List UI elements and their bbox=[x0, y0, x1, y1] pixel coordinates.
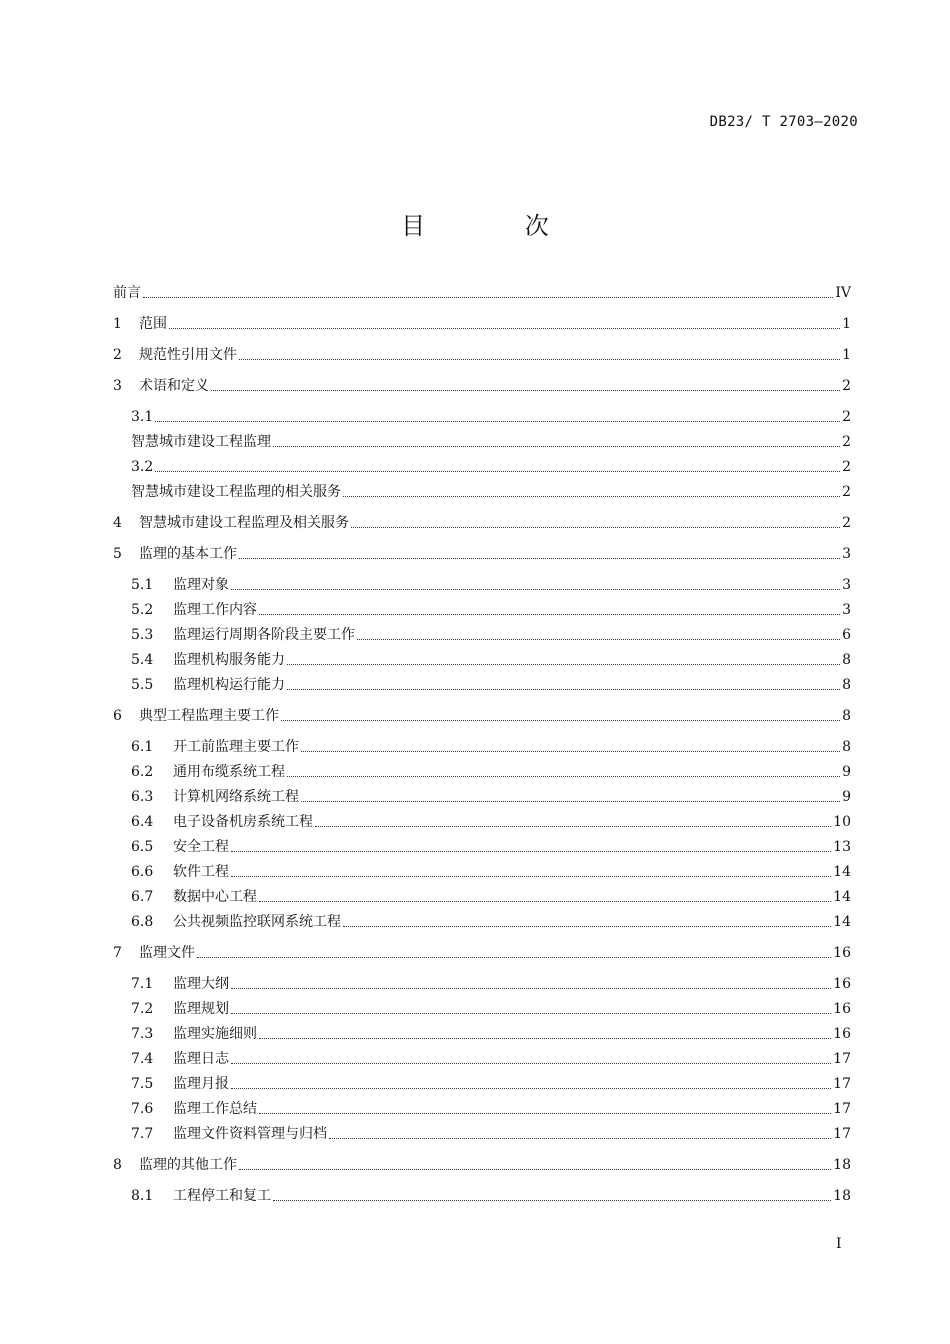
toc-entry-page: 3 bbox=[842, 602, 851, 618]
toc-entry-label: 电子设备机房系统工程 bbox=[173, 814, 313, 830]
toc-entry-page: 17 bbox=[833, 1126, 851, 1142]
toc-entry-number: 5.2 bbox=[131, 602, 154, 618]
dot-leader bbox=[239, 1168, 831, 1170]
toc-entry-number: 3 bbox=[113, 378, 122, 394]
toc-entry-label: 监理月报 bbox=[173, 1076, 229, 1092]
dot-leader bbox=[239, 358, 840, 360]
toc-entry-number: 5.1 bbox=[131, 577, 154, 593]
toc-entry-page: 3 bbox=[842, 577, 851, 593]
toc-entry-page: 17 bbox=[833, 1101, 851, 1117]
toc-entry-number: 1 bbox=[113, 316, 122, 332]
toc-entry-label: 规范性引用文件 bbox=[139, 347, 237, 363]
toc-entry[interactable] bbox=[131, 974, 851, 994]
toc-entry-page: 14 bbox=[833, 889, 851, 905]
toc-entry[interactable] bbox=[113, 376, 851, 396]
toc-entry[interactable] bbox=[131, 787, 851, 807]
dot-leader bbox=[273, 1199, 831, 1201]
dot-leader bbox=[351, 526, 840, 528]
toc-entry-label: 智慧城市建设工程监理 bbox=[131, 434, 271, 450]
toc-entry[interactable] bbox=[113, 345, 851, 365]
toc-entry[interactable] bbox=[131, 1024, 851, 1044]
dot-leader bbox=[231, 987, 831, 989]
toc-entry[interactable] bbox=[113, 706, 851, 726]
toc-entry-label: 监理机构运行能力 bbox=[173, 677, 285, 693]
toc-entry-label: 术语和定义 bbox=[139, 378, 209, 394]
toc-entry-page: 16 bbox=[833, 976, 851, 992]
toc-entry[interactable] bbox=[131, 407, 851, 427]
toc-entry[interactable] bbox=[131, 432, 851, 452]
toc-entry-label: 智慧城市建设工程监理的相关服务 bbox=[131, 484, 341, 500]
toc-entry-page: 14 bbox=[833, 914, 851, 930]
toc-entry-page: 2 bbox=[842, 434, 851, 450]
toc-entry-label: 监理文件 bbox=[139, 945, 195, 961]
dot-leader bbox=[231, 875, 831, 877]
dot-leader bbox=[231, 850, 831, 852]
toc-entry[interactable] bbox=[131, 1124, 851, 1144]
toc-entry-label: 监理规划 bbox=[173, 1001, 229, 1017]
page-number: I bbox=[836, 1236, 842, 1252]
toc-entry-page: 2 bbox=[842, 515, 851, 531]
toc-entry-label: 监理工作内容 bbox=[173, 602, 257, 618]
toc-entry-number: 5.3 bbox=[131, 627, 154, 643]
toc-entry-page: 2 bbox=[842, 409, 851, 425]
toc-entry-page: 1 bbox=[842, 316, 851, 332]
dot-leader bbox=[315, 825, 831, 827]
toc-entry-label: 计算机网络系统工程 bbox=[173, 789, 299, 805]
dot-leader bbox=[301, 750, 840, 752]
toc-entry-number: 6 bbox=[113, 708, 122, 724]
toc-entry-page: 16 bbox=[833, 945, 851, 961]
toc-entry-page: 10 bbox=[833, 814, 851, 830]
toc-entry-number: 7.6 bbox=[131, 1101, 154, 1117]
toc-entry-label: 开工前监理主要工作 bbox=[173, 739, 299, 755]
toc-entry-label: 软件工程 bbox=[173, 864, 229, 880]
toc-entry-label: 前言 bbox=[113, 285, 141, 301]
toc-entry[interactable] bbox=[131, 887, 851, 907]
toc-entry-page: 2 bbox=[842, 484, 851, 500]
toc-entry-number: 7 bbox=[113, 945, 122, 961]
toc-entry-number: 8 bbox=[113, 1157, 122, 1173]
toc-entry-page: 14 bbox=[833, 864, 851, 880]
dot-leader bbox=[357, 638, 840, 640]
toc-entry-label: 监理大纲 bbox=[173, 976, 229, 992]
dot-leader bbox=[259, 1037, 831, 1039]
dot-leader bbox=[343, 495, 840, 497]
toc-entry[interactable] bbox=[131, 625, 851, 645]
toc-entry-number: 7.2 bbox=[131, 1001, 154, 1017]
toc-entry-number: 7.4 bbox=[131, 1051, 154, 1067]
toc-entry-label: 监理日志 bbox=[173, 1051, 229, 1067]
toc-entry[interactable] bbox=[131, 862, 851, 882]
toc-entry[interactable] bbox=[131, 1049, 851, 1069]
toc-entry[interactable] bbox=[113, 943, 851, 963]
toc-entry-label: 监理工作总结 bbox=[173, 1101, 257, 1117]
toc-entry-number: 6.1 bbox=[131, 739, 154, 755]
toc-entry[interactable] bbox=[131, 575, 851, 595]
toc-entry-page: 2 bbox=[842, 378, 851, 394]
dot-leader bbox=[329, 1137, 831, 1139]
toc-entry-label: 监理运行周期各阶段主要工作 bbox=[173, 627, 355, 643]
toc-entry[interactable] bbox=[131, 650, 851, 670]
toc-entry-label: 公共视频监控联网系统工程 bbox=[173, 914, 341, 930]
toc-entry-label: 监理的基本工作 bbox=[139, 546, 237, 562]
toc-entry-number: 6.3 bbox=[131, 789, 154, 805]
toc-entry-page: 17 bbox=[833, 1076, 851, 1092]
toc-entry[interactable] bbox=[131, 1074, 851, 1094]
toc-entry-number: 6.8 bbox=[131, 914, 154, 930]
dot-leader bbox=[343, 925, 831, 927]
toc-entry-page: 8 bbox=[842, 677, 851, 693]
toc-entry[interactable] bbox=[131, 837, 851, 857]
toc-entry-page: 6 bbox=[842, 627, 851, 643]
toc-entry-number: 4 bbox=[113, 515, 122, 531]
toc-entry-label: 典型工程监理主要工作 bbox=[139, 708, 279, 724]
toc-entry-label: 监理对象 bbox=[173, 577, 229, 593]
toc-entry-page: 1 bbox=[842, 347, 851, 363]
toc-entry[interactable] bbox=[131, 912, 851, 932]
toc-entry[interactable] bbox=[131, 1099, 851, 1119]
dot-leader bbox=[287, 663, 840, 665]
dot-leader bbox=[301, 800, 840, 802]
toc-entry-label: 监理文件资料管理与归档 bbox=[173, 1126, 327, 1142]
toc-entry-page: 16 bbox=[833, 1001, 851, 1017]
dot-leader bbox=[231, 588, 840, 590]
dot-leader bbox=[155, 420, 840, 422]
toc-entry-number: 6.7 bbox=[131, 889, 154, 905]
toc-entry-label: 监理实施细则 bbox=[173, 1026, 257, 1042]
document-code: DB23/ T 2703—2020 bbox=[709, 114, 858, 130]
toc-entry-label: 数据中心工程 bbox=[173, 889, 257, 905]
toc-entry-label: 通用布缆系统工程 bbox=[173, 764, 285, 780]
dot-leader bbox=[211, 389, 840, 391]
toc-entry-number: 2 bbox=[113, 347, 122, 363]
dot-leader bbox=[231, 1012, 831, 1014]
toc-entry-page: 13 bbox=[833, 839, 851, 855]
toc-entry-page: 16 bbox=[833, 1026, 851, 1042]
dot-leader bbox=[273, 445, 840, 447]
dot-leader bbox=[259, 900, 831, 902]
toc-entry-label: 安全工程 bbox=[173, 839, 229, 855]
dot-leader bbox=[231, 1087, 831, 1089]
dot-leader bbox=[169, 327, 840, 329]
toc-entry[interactable] bbox=[113, 283, 851, 303]
toc-entry-number: 5 bbox=[113, 546, 122, 562]
dot-leader bbox=[143, 296, 833, 298]
toc-entry-number: 8.1 bbox=[131, 1188, 154, 1204]
dot-leader bbox=[259, 1112, 831, 1114]
page-title: 目 次 bbox=[401, 212, 595, 240]
toc-entry-label: 监理的其他工作 bbox=[139, 1157, 237, 1173]
toc-entry-label: 工程停工和复工 bbox=[173, 1188, 271, 1204]
dot-leader bbox=[231, 1062, 831, 1064]
toc-entry-number: 6.6 bbox=[131, 864, 154, 880]
toc-entry-page: 8 bbox=[842, 652, 851, 668]
toc-entry-label: 监理机构服务能力 bbox=[173, 652, 285, 668]
dot-leader bbox=[197, 956, 831, 958]
toc-entry-page: 8 bbox=[842, 739, 851, 755]
dot-leader bbox=[239, 557, 840, 559]
toc-entry-number: 6.5 bbox=[131, 839, 154, 855]
toc-entry-number: 7.7 bbox=[131, 1126, 154, 1142]
dot-leader bbox=[155, 470, 840, 472]
toc-entry[interactable] bbox=[131, 482, 851, 502]
toc-entry-number: 3.2 bbox=[131, 459, 154, 475]
toc-entry-page: 9 bbox=[842, 789, 851, 805]
toc-entry-number: 3.1 bbox=[131, 409, 154, 425]
toc-entry-number: 7.5 bbox=[131, 1076, 154, 1092]
toc-entry-page: 18 bbox=[833, 1188, 851, 1204]
toc-entry-label: 智慧城市建设工程监理及相关服务 bbox=[139, 515, 349, 531]
toc-entry-number: 5.4 bbox=[131, 652, 154, 668]
toc-entry[interactable] bbox=[113, 1155, 851, 1175]
toc-entry-number: 7.3 bbox=[131, 1026, 154, 1042]
toc-entry-label: 范围 bbox=[139, 316, 167, 332]
dot-leader bbox=[287, 688, 840, 690]
dot-leader bbox=[287, 775, 840, 777]
toc-entry[interactable] bbox=[131, 675, 851, 695]
toc-entry[interactable] bbox=[131, 812, 851, 832]
toc-entry-page: 18 bbox=[833, 1157, 851, 1173]
toc-entry[interactable] bbox=[113, 314, 851, 334]
toc-entry-page: 3 bbox=[842, 546, 851, 562]
toc-entry-page: 9 bbox=[842, 764, 851, 780]
toc-entry[interactable] bbox=[113, 544, 851, 564]
toc-entry[interactable] bbox=[131, 457, 851, 477]
toc-entry-number: 7.1 bbox=[131, 976, 154, 992]
toc-entry[interactable] bbox=[131, 999, 851, 1019]
dot-leader bbox=[281, 719, 840, 721]
toc-entry-page: 8 bbox=[842, 708, 851, 724]
toc-entry-page: IV bbox=[835, 285, 851, 301]
toc-entry-number: 5.5 bbox=[131, 677, 154, 693]
toc-entry-number: 6.2 bbox=[131, 764, 154, 780]
dot-leader bbox=[259, 613, 840, 615]
toc-entry[interactable] bbox=[131, 600, 851, 620]
toc-entry[interactable] bbox=[131, 737, 851, 757]
toc-entry-page: 17 bbox=[833, 1051, 851, 1067]
toc-entry[interactable] bbox=[131, 1186, 851, 1206]
toc-entry-page: 2 bbox=[842, 459, 851, 475]
toc-entry-number: 6.4 bbox=[131, 814, 154, 830]
toc-entry[interactable] bbox=[113, 513, 851, 533]
toc-entry[interactable] bbox=[131, 762, 851, 782]
